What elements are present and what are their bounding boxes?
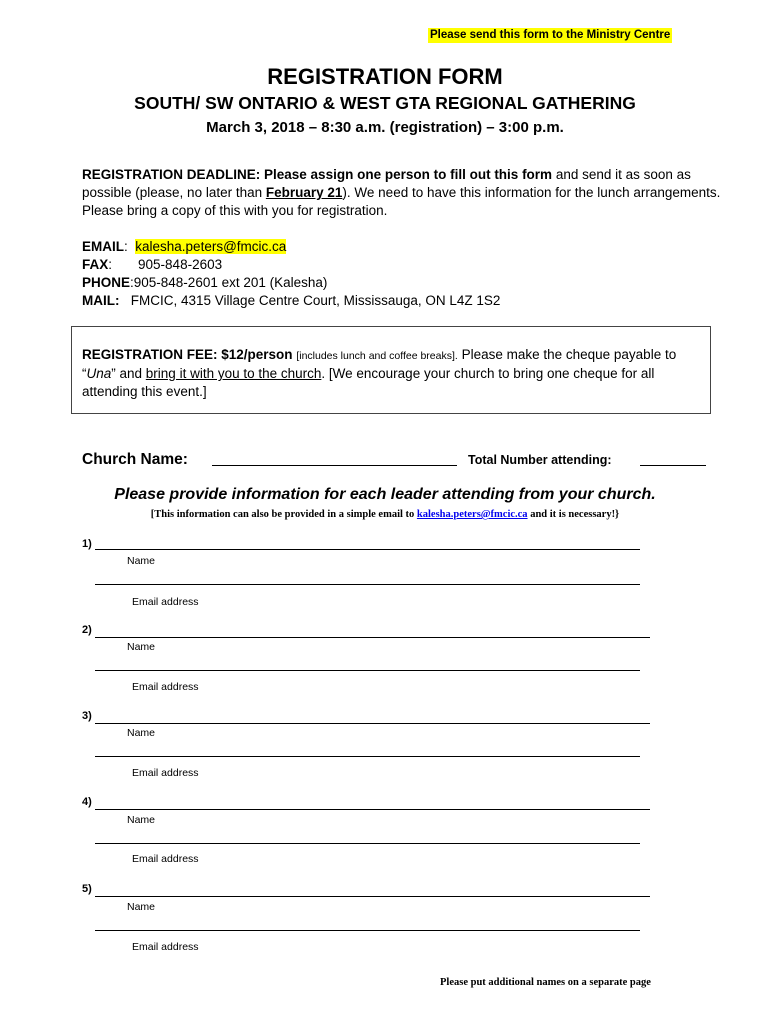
leaders-heading: Please provide information for each leader attending from your church. xyxy=(114,486,656,503)
leader-name-field[interactable] xyxy=(95,637,650,638)
leaders-note xyxy=(0,509,770,520)
email-link[interactable]: kalesha.peters@fmcic.ca xyxy=(135,239,287,254)
name-label: Name xyxy=(127,727,156,739)
leader-number: 5) xyxy=(82,883,92,895)
fee-text-2: ” and xyxy=(111,366,146,381)
leader-name-field[interactable] xyxy=(95,549,640,550)
church-name-label: Church Name: xyxy=(82,451,188,468)
total-attending-field[interactable] xyxy=(640,465,706,466)
email-address-label: Email address xyxy=(132,681,199,693)
send-instruction: Please send this form to the Ministry Centre xyxy=(430,29,671,41)
fee-includes: [includes lunch and coffee breaks]. xyxy=(296,350,458,362)
phone-value: :905-848-2601 ext 201 (Kalesha) xyxy=(130,275,328,290)
leader-number: 1) xyxy=(82,538,92,550)
leader-email-field[interactable] xyxy=(95,584,640,585)
deadline-date: February 21 xyxy=(265,185,343,200)
deadline-text: and send it as soon as possible (please, no later than xyxy=(82,167,691,200)
leader-number: 2) xyxy=(82,624,92,636)
leaders-note-text: [This information can also be provided in a simple email to xyxy=(150,509,417,520)
leader-name-field[interactable] xyxy=(95,896,650,897)
leader-name-field[interactable] xyxy=(95,809,650,810)
form-title: REGISTRATION FORM xyxy=(267,64,503,89)
fax-label: FAX xyxy=(82,257,109,272)
deadline-label: REGISTRATION DEADLINE: xyxy=(82,167,261,182)
event-date: March 3, 2018 – 8:30 a.m. (registration) – 3:00 p.m. xyxy=(206,119,564,136)
deadline-instruction: Please assign one person to fill out this form xyxy=(264,167,553,182)
leader-number: 3) xyxy=(82,710,92,722)
email-address-label: Email address xyxy=(132,596,199,608)
footer-note: Please put additional names on a separate page xyxy=(440,977,651,988)
leader-name-field[interactable] xyxy=(95,723,650,724)
church-name-field[interactable] xyxy=(212,465,457,466)
leader-email-field[interactable] xyxy=(95,930,640,931)
leader-email-field[interactable] xyxy=(95,756,640,757)
leaders-note-text-2: and it is necessary!} xyxy=(527,509,620,520)
leader-number: 4) xyxy=(82,796,92,808)
email-address-label: Email address xyxy=(132,941,199,953)
name-label: Name xyxy=(127,641,156,653)
total-attending-label: Total Number attending: xyxy=(468,453,612,467)
contact-block: EMAIL: kalesha.peters@fmcic.ca FAX: 905-848-2603 PHONE:905-848-2601 ext 201 (Kalesha) MAIL: FMCIC, 4315 Village Centre Court, Mississauga, ON L4Z 1S2 xyxy=(82,239,501,308)
email-address-label: Email address xyxy=(132,767,199,779)
email-label: EMAIL xyxy=(82,239,124,254)
event-subtitle: SOUTH/ SW ONTARIO & WEST GTA REGIONAL GATHERING xyxy=(134,93,636,113)
name-label: Name xyxy=(127,814,156,826)
mail-label: MAIL: xyxy=(82,293,120,308)
email-address-label: Email address xyxy=(132,853,199,865)
deadline-paragraph xyxy=(82,166,722,220)
mail-value: FMCIC, 4315 Village Centre Court, Mississauga, ON L4Z 1S2 xyxy=(130,293,501,308)
leader-email-field[interactable] xyxy=(95,670,640,671)
fax-value: 905-848-2603 xyxy=(138,257,223,272)
name-label: Name xyxy=(127,555,156,567)
fee-paragraph xyxy=(82,346,707,401)
fee-text-3: . [We encourage your church to bring one cheque for all attending this event.] xyxy=(82,366,655,399)
fee-bring: bring it with you to the church xyxy=(145,366,322,381)
leaders-email-link[interactable]: kalesha.peters@fmcic.ca xyxy=(416,509,528,520)
fee-payee: Una xyxy=(86,366,112,381)
phone-label: PHONE xyxy=(82,275,131,290)
name-label: Name xyxy=(127,901,156,913)
fee-label: REGISTRATION FEE: $12/person xyxy=(82,347,293,362)
deadline-text-2: ). We need to have this information for the lunch arrangements. Please bring a copy of this with you for registration. xyxy=(82,185,721,218)
leader-email-field[interactable] xyxy=(95,843,640,844)
fee-text: Please make the cheque payable to “ xyxy=(82,347,677,381)
